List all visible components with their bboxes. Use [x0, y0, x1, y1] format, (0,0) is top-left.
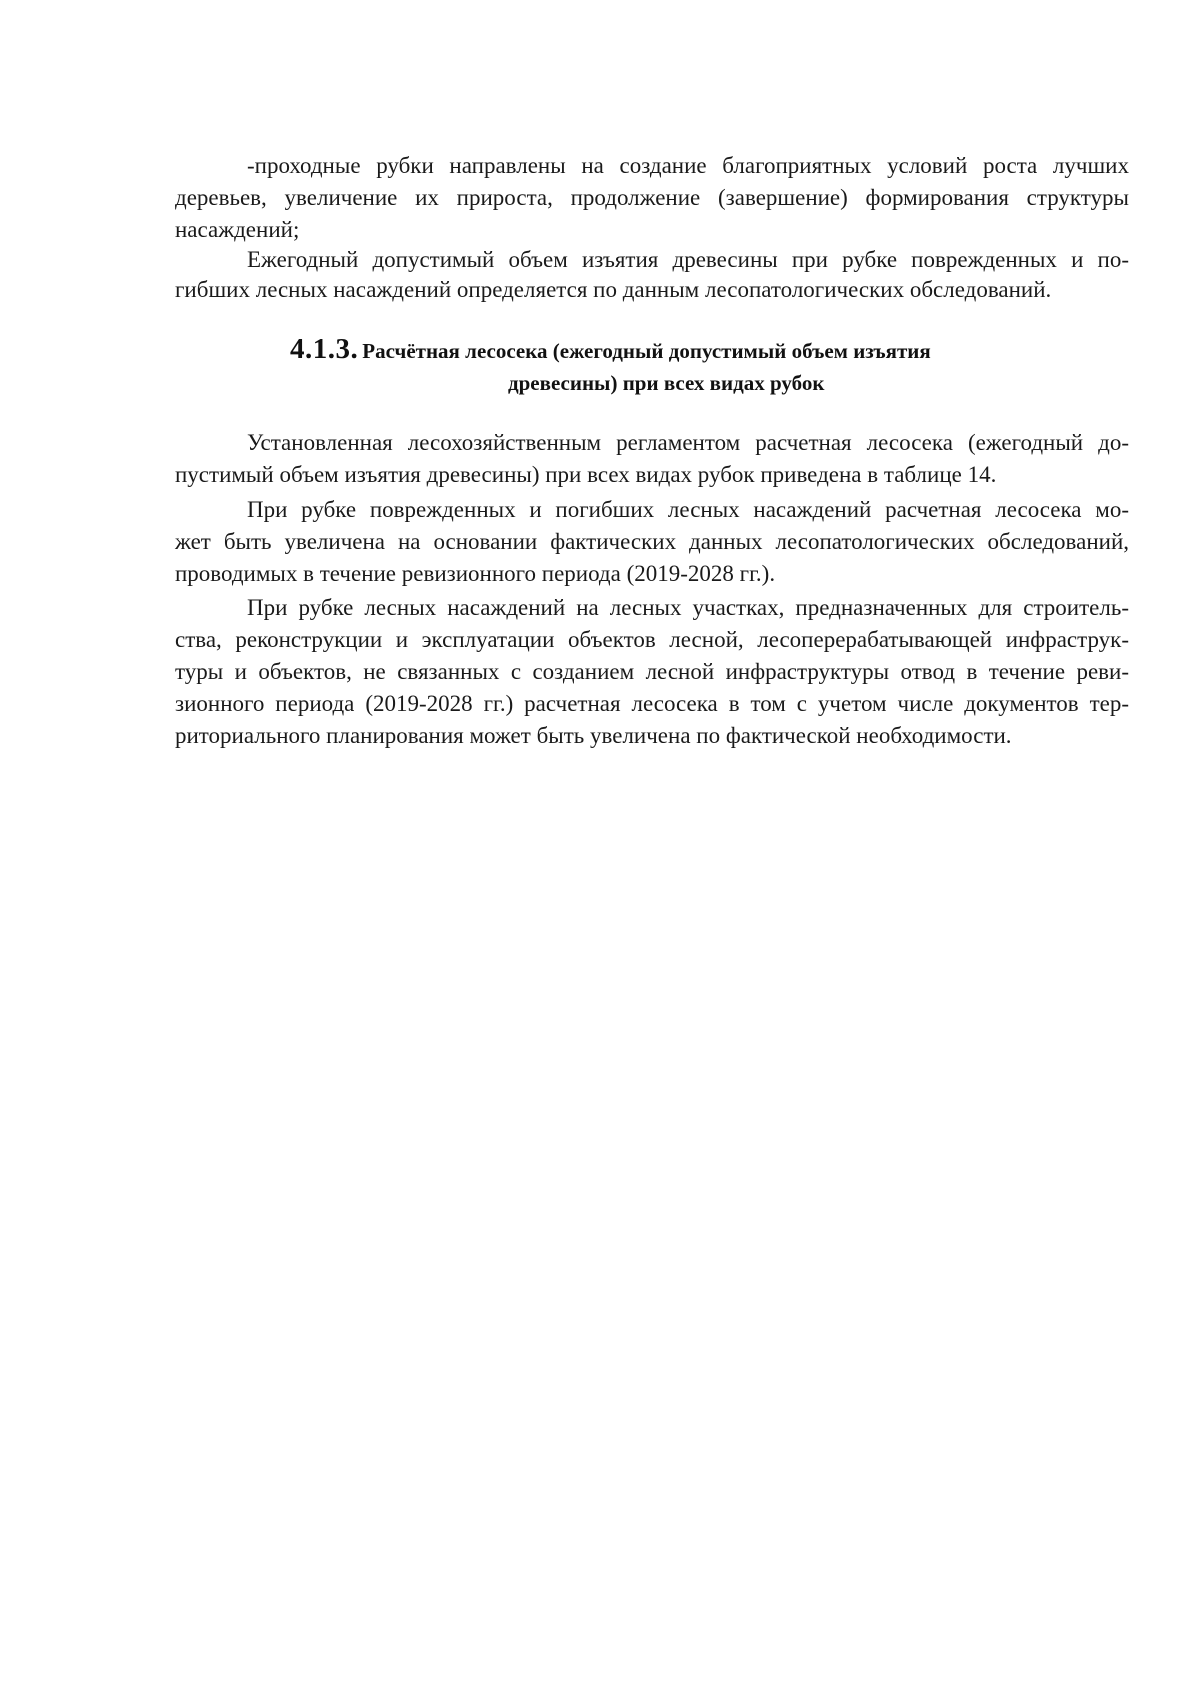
body-p1-line-1: Установленная лесохозяйственным регламентом расчетная лесосека (ежегодный до- — [247, 430, 1129, 455]
section-heading — [290, 333, 931, 366]
section-title-line-2: древесины) при всех видах рубок — [508, 371, 825, 395]
intro-p2-line-1: Ежегодный допустимый объем изъятия древесины при рубке поврежденных и по- — [247, 247, 1129, 272]
body-p3-line-5: риториального планирования может быть увеличена по фактической необходимости. — [175, 723, 1012, 748]
body-p3-line-4: зионного периода (2019-2028 гг.) расчетная лесосека в том с учетом числе документов тер- — [175, 691, 1129, 716]
body-p1-line-2: пустимый объем изъятия древесины) при всех видах рубок приведена в таблице 14. — [175, 462, 997, 487]
body-p2-line-2: жет быть увеличена на основании фактических данных лесопатологических обследований, — [175, 529, 1129, 554]
body-p3-line-2: ства, реконструкции и эксплуатации объектов лесной, лесоперерабатывающей инфраструк- — [175, 627, 1129, 652]
body-p2-line-3: проводимых в течение ревизионного периода (2019-2028 гг.). — [175, 561, 776, 586]
section-number: 4.1.3. — [290, 333, 359, 365]
body-p2-line-1: При рубке поврежденных и погибших лесных насаждений расчетная лесосека мо- — [247, 497, 1129, 522]
intro-p1-line-3: насаждений; — [175, 217, 300, 242]
body-p3-line-3: туры и объектов, не связанных с созданием лесной инфраструктуры отвод в течение реви- — [175, 659, 1129, 684]
intro-p2-line-2: гибших лесных насаждений определяется по данным лесопатологических обследований. — [175, 277, 1052, 302]
section-title-line-1: Расчётная лесосека (ежегодный допустимый объем изъятия — [362, 339, 931, 363]
intro-p1-line-2: деревьев, увеличение их прироста, продолжение (завершение) формирования структуры — [175, 185, 1129, 210]
body-p3-line-1: При рубке лесных насаждений на лесных участках, предназначенных для строитель- — [247, 595, 1129, 620]
intro-p1-line-1: -проходные рубки направлены на создание благоприятных условий роста лучших — [247, 153, 1129, 178]
